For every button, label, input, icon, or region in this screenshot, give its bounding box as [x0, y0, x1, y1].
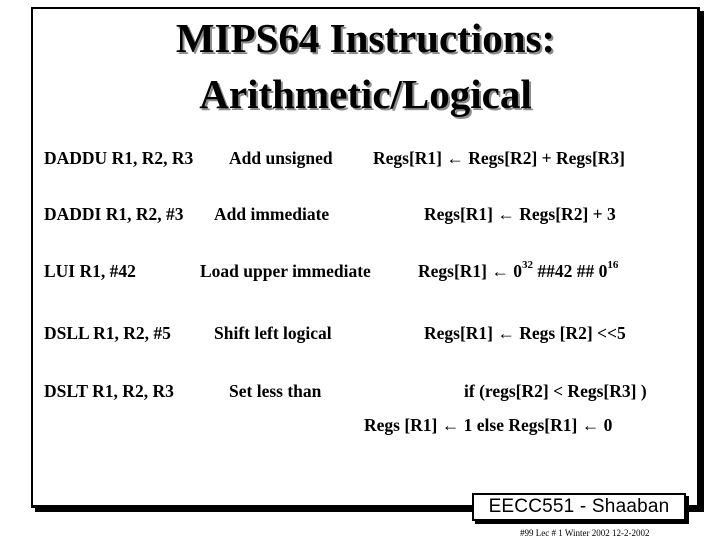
op-lui-pre: Regs[R1] ← 0 [418, 261, 523, 281]
instr-daddi: DADDI R1, R2, #3 [44, 204, 184, 224]
op-dslt-line2: Regs [R1] ← 1 else Regs[R1] ← 0 [364, 415, 613, 435]
op-dslt: if (regs[R2] < Regs[R3] ) [464, 381, 647, 401]
instr-dsll: DSLL R1, R2, #5 [44, 323, 171, 343]
desc-lui: Load upper immediate [200, 261, 371, 281]
desc-dsll: Shift left logical [214, 323, 332, 343]
op-daddi: Regs[R1] ← Regs[R2] + 3 [424, 204, 616, 224]
instr-daddu: DADDU R1, R2, R3 [44, 148, 194, 168]
title-line-1: MIPS64 Instructions: [175, 15, 556, 61]
title-line-2: Arithmetic/Logical [199, 71, 532, 117]
desc-daddu: Add unsigned [229, 148, 333, 168]
instr-dslt: DSLT R1, R2, R3 [44, 381, 174, 401]
slide-footer: #99 Lec # 1 Winter 2002 12-2-2002 [520, 528, 650, 538]
op-lui-sup1: 32 [522, 259, 534, 272]
op-dsll: Regs[R1] ← Regs [R2] <<5 [424, 323, 626, 343]
desc-daddi: Add immediate [214, 204, 330, 224]
op-lui [418, 261, 618, 282]
slide-title [31, 10, 700, 122]
op-lui-mid: ##42 ## 0 [533, 261, 608, 281]
desc-dslt: Set less than [229, 381, 322, 401]
op-lui-sup2: 16 [607, 259, 619, 272]
course-badge: EECC551 - Shaaban [472, 493, 686, 521]
instr-lui: LUI R1, #42 [44, 261, 136, 281]
op-daddu: Regs[R1] ← Regs[R2] + Regs[R3] [373, 148, 625, 168]
